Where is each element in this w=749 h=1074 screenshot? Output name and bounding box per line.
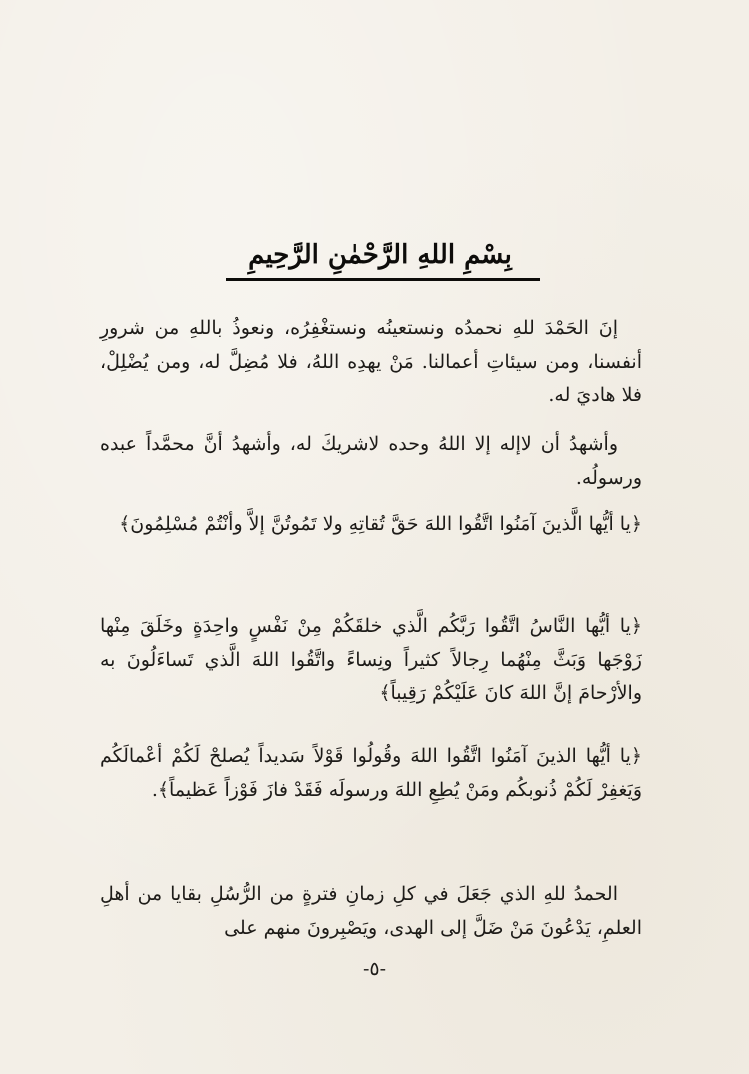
ayah-text: ﴿يا أيُّها النَّاسُ اتَّقُوا رَبَّكُم الَّذي خلقَكُمْ مِنْ نَفْسٍ واحِدَةٍ وخَلَقَ مِنْها زَوْجَها وَبَثَّ مِنْهُما رِجالاً كثيراً ونِساءً واتَّقُوا اللهَ الَّذي تَساءَلُونَ به والأرْحامَ إنَّ اللهَ كانَ عَلَيْكُمْ رَقِيباً﴾ [100, 615, 642, 704]
ayah-an-nisa [100, 610, 642, 711]
paragraph-text: وأشهدُ أن لاإله إلا اللهُ وحده لاشريكَ له، وأشهدُ أنَّ محمَّداً عبده ورسولُه. [100, 433, 642, 489]
ayah-al-imran [100, 508, 642, 542]
basmala-underline [226, 278, 540, 281]
paragraph-shahada [100, 428, 642, 495]
ayah-text: ﴿يا أيُّها الذينَ آمَنُوا اتَّقُوا اللهَ وقُولُوا قَوْلاً سَديداً يُصلحْ لَكُمْ أعْمالَكُم وَيَغفِرْ لَكُمْ ذُنوبكُم ومَنْ يُطِعِ اللهَ ورسولَه فَقَدْ فازَ فَوْزاً عَظيماً﴾. [100, 745, 642, 801]
paragraph-closing [100, 878, 642, 945]
paragraph-hamd [100, 312, 642, 413]
page-number: -٥- [362, 958, 387, 980]
ayah-al-ahzab [100, 740, 642, 807]
paragraph-text: إنَ الحَمْدَ للهِ نحمدُه ونستعينُه ونستغْفِرُه، ونعوذُ باللهِ من شرورِ أنفسنا، ومن سيئاتِ أعمالنا. مَنْ يهدِه اللهُ، فلا مُضِلَّ له، ومن يُضْلِلْ، فلا هاديَ له. [100, 317, 642, 406]
basmala-header [220, 236, 540, 288]
paragraph-text: الحمدُ للهِ الذي جَعَلَ في كلِ زمانِ فترةٍ من الرُّسُلِ بقايا من أهلِ العلمِ، يَدْعُونَ مَنْ ضَلَّ إلى الهدى، ويَصْبِرونَ منهم على [100, 883, 642, 939]
ayah-text: ﴿يا أيُّها الَّذينَ آمَنُوا اتَّقُوا اللهَ حَقَّ تُقاتِهِ ولا تَمُوتُنَّ إلاَّ وأنْتُمْ مُسْلِمُونَ﴾ [119, 513, 642, 535]
basmala-text: بِسْمِ اللهِ الرَّحْمٰنِ الرَّحِيمِ [248, 240, 512, 270]
